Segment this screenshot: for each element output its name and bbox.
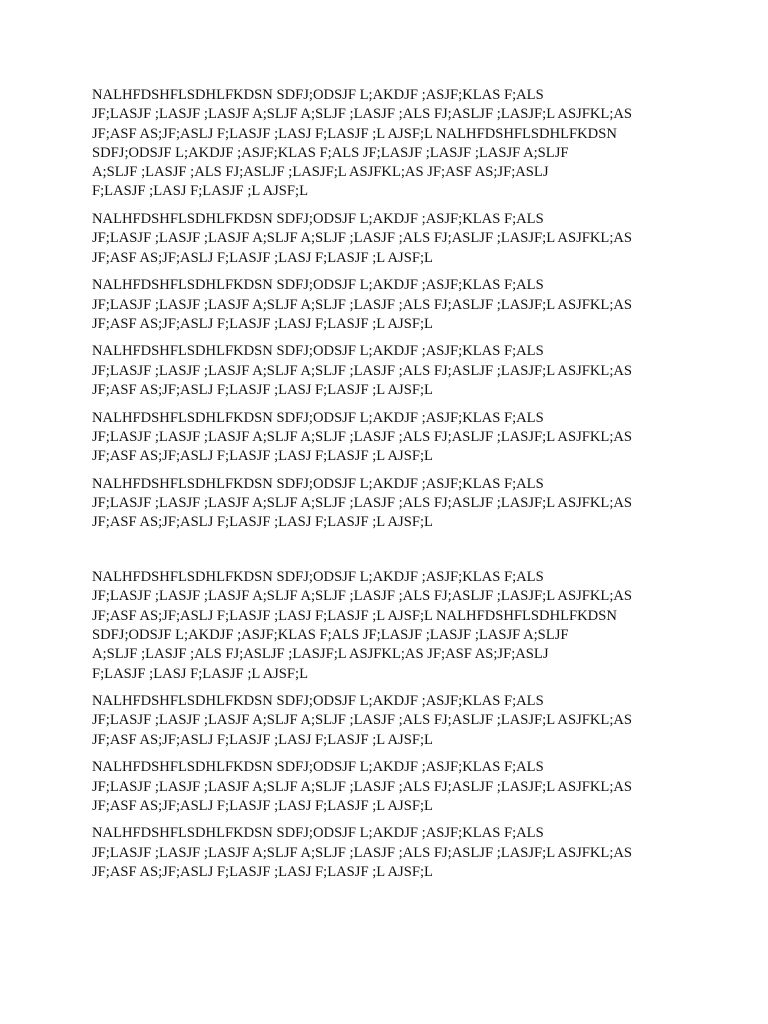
text-line: JF;ASF AS;JF;ASLJ F;LASJF ;LASJ F;LASJF ;L AJSF;L — [92, 315, 433, 332]
text-line: NALHFDSHFLSDHLFKDSN SDFJ;ODSJF L;AKDJF ;ASJF;KLAS F;ALS — [92, 87, 544, 103]
text-line: JF;LASJF ;LASJF ;LASJF A;SLJF A;SLJF ;LASJF ;ALS FJ;ASLJF ;LASJF;L ASJFKL;AS — [92, 588, 633, 605]
text-line: JF;ASF AS;JF;ASLJ F;LASJF ;LASJ F;LASJF ;L AJSF;L NALHFDSHFLSDHLFKDSN — [92, 607, 617, 624]
text-line: JF;LASJF ;LASJF ;LASJF A;SLJF A;SLJF ;LASJF ;ALS FJ;ASLJF ;LASJF;L ASJFKL;AS — [92, 712, 633, 729]
text-line: F;LASJF ;LASJ F;LASJF ;L AJSF;L — [92, 183, 309, 200]
text-line: NALHFDSHFLSDHLFKDSN SDFJ;ODSJF L;AKDJF ;ASJF;KLAS F;ALS — [92, 759, 544, 776]
text-line: JF;ASF AS;JF;ASLJ F;LASJF ;LASJ F;LASJF ;L AJSF;L — [92, 514, 433, 531]
paragraph-10 — [92, 824, 692, 882]
document-body — [92, 86, 692, 891]
paragraph-4 — [92, 342, 692, 400]
paragraph-1 — [92, 86, 692, 202]
text-line: A;SLJF ;LASJF ;ALS FJ;ASLJF ;LASJF;L ASJFKL;AS JF;ASF AS;JF;ASLJ — [92, 646, 549, 663]
text-line: NALHFDSHFLSDHLFKDSN SDFJ;ODSJF L;AKDJF ;ASJF;KLAS F;ALS — [92, 343, 544, 360]
blank-line-gap — [92, 541, 692, 568]
text-line: JF;LASJF ;LASJF ;LASJF A;SLJF A;SLJF ;LASJF ;ALS FJ;ASLJF ;LASJF;L ASJFKL;AS — [92, 362, 633, 379]
text-line: NALHFDSHFLSDHLFKDSN SDFJ;ODSJF L;AKDJF ;ASJF;KLAS F;ALS — [92, 409, 544, 426]
text-line: F;LASJF ;LASJ F;LASJF ;L AJSF;L — [92, 665, 309, 682]
text-line: NALHFDSHFLSDHLFKDSN SDFJ;ODSJF L;AKDJF ;ASJF;KLAS F;ALS — [92, 211, 544, 228]
paragraph-7 — [92, 568, 692, 684]
paragraph-3 — [92, 276, 692, 334]
text-line: NALHFDSHFLSDHLFKDSN SDFJ;ODSJF L;AKDJF ;ASJF;KLAS F;ALS — [92, 277, 544, 294]
text-line: NALHFDSHFLSDHLFKDSN SDFJ;ODSJF L;AKDJF ;ASJF;KLAS F;ALS — [92, 475, 544, 492]
text-line: A;SLJF ;LASJF ;ALS FJ;ASLJF ;LASJF;L ASJFKL;AS JF;ASF AS;JF;ASLJ — [92, 164, 549, 181]
text-line: SDFJ;ODSJF L;AKDJF ;ASJF;KLAS F;ALS JF;LASJF ;LASJF ;LASJF A;SLJF — [92, 144, 569, 161]
paragraph-6 — [92, 475, 692, 533]
paragraph-8 — [92, 692, 692, 750]
text-line: JF;LASJF ;LASJF ;LASJF A;SLJF A;SLJF ;LASJF ;ALS FJ;ASLJF ;LASJF;L ASJFKL;AS — [92, 230, 633, 247]
text-line: JF;LASJF ;LASJF ;LASJF A;SLJF A;SLJF ;LASJF ;ALS FJ;ASLJF ;LASJF;L ASJFKL;AS — [92, 844, 633, 861]
text-line: NALHFDSHFLSDHLFKDSN SDFJ;ODSJF L;AKDJF ;ASJF;KLAS F;ALS — [92, 825, 544, 842]
text-line: JF;LASJF ;LASJF ;LASJF A;SLJF A;SLJF ;LASJF ;ALS FJ;ASLJF ;LASJF;L ASJFKL;AS — [92, 778, 633, 795]
text-line: JF;ASF AS;JF;ASLJ F;LASJF ;LASJ F;LASJF ;L AJSF;L — [92, 864, 433, 881]
text-line: JF;ASF AS;JF;ASLJ F;LASJF ;LASJ F;LASJF ;L AJSF;L — [92, 249, 433, 266]
text-line: JF;ASF AS;JF;ASLJ F;LASJF ;LASJ F;LASJF ;L AJSF;L — [92, 448, 433, 465]
paragraph-2 — [92, 210, 692, 268]
text-line: JF;ASF AS;JF;ASLJ F;LASJF ;LASJ F;LASJF ;L AJSF;L NALHFDSHFLSDHLFKDSN — [92, 125, 617, 142]
text-line: JF;LASJF ;LASJF ;LASJF A;SLJF A;SLJF ;LASJF ;ALS FJ;ASLJF ;LASJF;L ASJFKL;AS — [92, 296, 633, 313]
text-line: NALHFDSHFLSDHLFKDSN SDFJ;ODSJF L;AKDJF ;ASJF;KLAS F;ALS — [92, 693, 544, 710]
text-line: SDFJ;ODSJF L;AKDJF ;ASJF;KLAS F;ALS JF;LASJF ;LASJF ;LASJF A;SLJF — [92, 626, 569, 643]
paragraph-9 — [92, 758, 692, 816]
paragraph-5 — [92, 409, 692, 467]
text-line: JF;LASJF ;LASJF ;LASJF A;SLJF A;SLJF ;LASJF ;ALS FJ;ASLJF ;LASJF;L ASJFKL;AS — [92, 495, 633, 512]
text-line: NALHFDSHFLSDHLFKDSN SDFJ;ODSJF L;AKDJF ;ASJF;KLAS F;ALS — [92, 569, 544, 586]
text-line: JF;ASF AS;JF;ASLJ F;LASJF ;LASJ F;LASJF ;L AJSF;L — [92, 797, 433, 814]
text-line: JF;ASF AS;JF;ASLJ F;LASJF ;LASJ F;LASJF ;L AJSF;L — [92, 382, 433, 399]
text-line: JF;LASJF ;LASJF ;LASJF A;SLJF A;SLJF ;LASJF ;ALS FJ;ASLJF ;LASJF;L ASJFKL;AS — [92, 428, 633, 445]
text-line: JF;LASJF ;LASJF ;LASJF A;SLJF A;SLJF ;LASJF ;ALS FJ;ASLJF ;LASJF;L ASJFKL;AS — [92, 106, 633, 123]
text-line: JF;ASF AS;JF;ASLJ F;LASJF ;LASJ F;LASJF ;L AJSF;L — [92, 731, 433, 748]
